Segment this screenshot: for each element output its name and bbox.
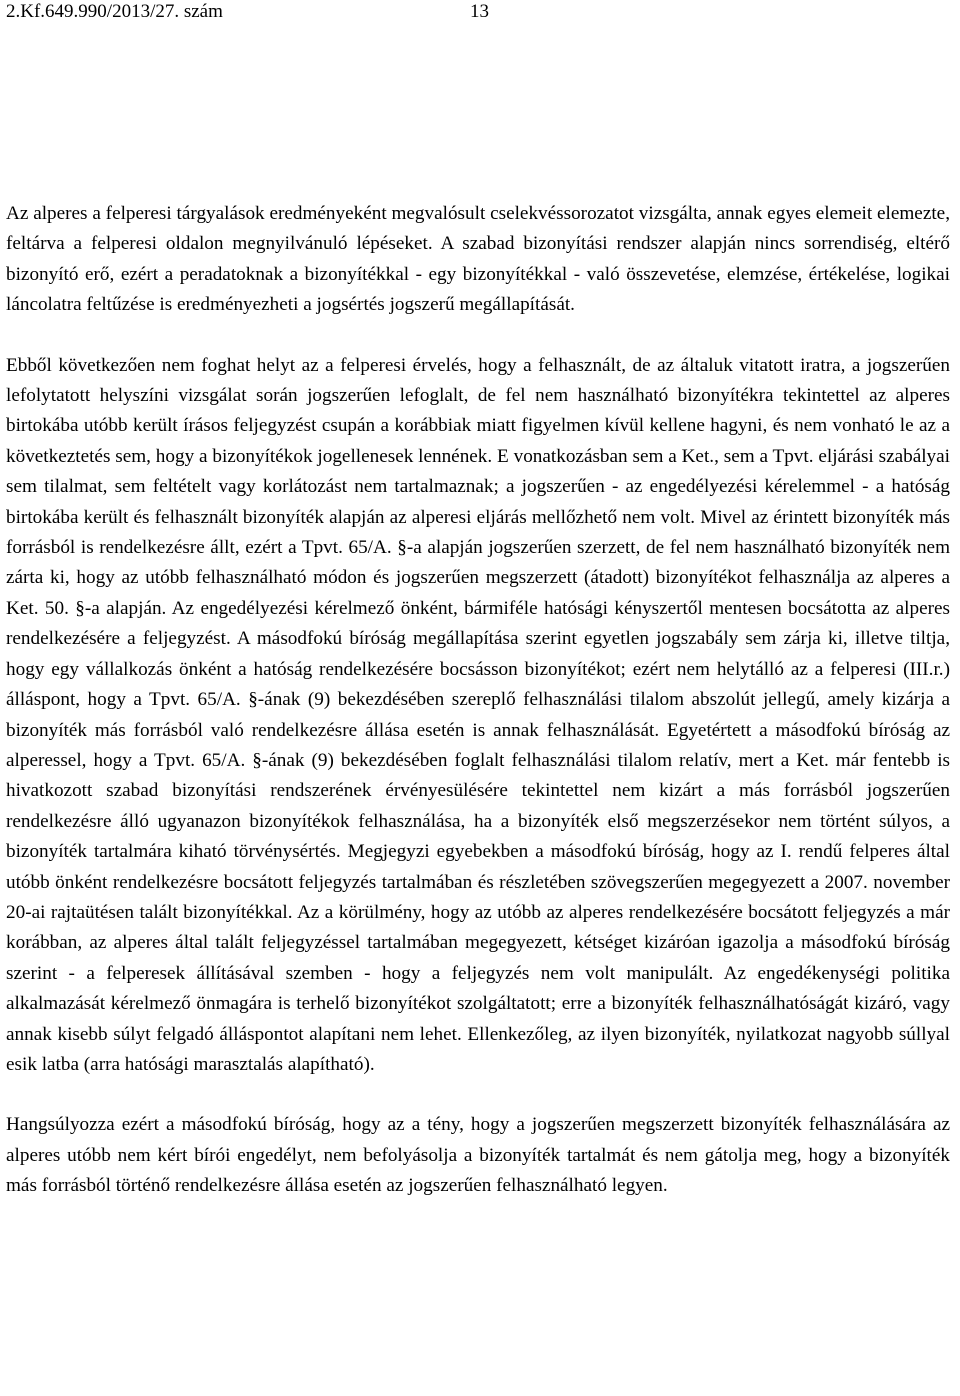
paragraph-3: Hangsúlyozza ezért a másodfokú bíróság, hogy az a tény, hogy a jogszerűen megszerzett bizonyíték felhasználására az alperes utóbb nem kért bírói engedélyt, nem befolyásolja a bizonyíték tartalmát és nem gátolja meg, hogy a bizonyíték más forrásból történő rendelkezésre állása esetén az jogszerűen felhasználható legyen. bbox=[6, 1114, 950, 1197]
paragraph-2: Ebből következően nem foghat helyt az a felperesi érvelés, hogy a felhasznált, de az általuk vitatott iratra, a jogszerűen lefolytatott helyszíni vizsgálat során jogszerűen lefoglalt, de fel nem használható bizonyítékra tekintettel az alperes birtokába utóbb került írásos feljegyzést csupán a korábbiak miatt figyelmen kívül kellene hagyni, és nem vonható le az a következtetés sem, hogy a bizonyítékok jogellenesek lennének. E vonatkozásban sem a Ket., sem a Tpvt. eljárási szabályai sem tilalmat, sem feltételt vagy korlátozást nem tartalmaznak; a jogszerűen - az engedélyezési kérelemmel - a hatóság birtokába került és felhasznált bizonyíték alapján az alperesi eljárás mellőzhető nem volt. Mivel az érintett bizonyíték más forrásból is rendelkezésre állt, ezért a Tpvt. 65/A. §-a alapján jogszerűen szerzett, de fel nem használható bizonyíték nem zárta ki, hogy az utóbb felhasználható módon és jogszerűen megszerzett (átadott) bizonyítékot felhasználja az alperes a Ket. 50. §-a alapján. Az engedélyezési kérelmező önként, bármiféle hatósági kényszertől mentesen bocsátotta az alperes rendelkezésére a feljegyzést. A másodfokú bíróság megállapítása szerint egyetlen jogszabály sem zárja ki, illetve tiltja, hogy egy vállalkozás önként a hatóság rendelkezésére bocsásson bizonyítékot; ezért nem helytálló az a felperesi (III.r.) álláspont, hogy a Tpvt. 65/A. §-ának (9) bekezdésében szereplő felhasználási tilalom abszolút jellegű, amely kizárja a bizonyíték más forrásból való rendelkezésre állása esetén is annak felhasználását. Egyetértett a másodfokú bíróság az alperessel, hogy a Tpvt. 65/A. §-ának (9) bekezdésében foglalt felhasználási tilalom relatív, mert a Ket. már fentebb is hivatkozott szabad bizonyítási rendszerének érvényesülésére tekintettel nem kizárt a más forrásból jogszerűen rendelkezésre álló ugyanazon bizonyítékok felhasználása, ha a bizonyíték első megszerzésekor nem történt súlyos, a bizonyíték tartalmára kiható törvénysértés. Megjegyzi egyebekben a másodfokú bíróság, hogy az I. rendű felperes által utóbb önként rendelkezésre bocsátott feljegyzés tartalmában és részletében szövegszerűen megegyezett a 2007. november 20-ai rajtaütésen talált bizonyítékkal. Az a körülmény, hogy az utóbb az alperes rendelkezésére bocsátott feljegyzés a már korábban, az alperes által talált feljegyzéssel tartalmában megegyezett, kétséget kizáróan igazolja a másodfokú bíróság szerint - a felperesek állításával szemben - hogy a feljegyzés nem volt manipulált. Az engedékenységi politika alkalmazását kérelmező önmagára is terhelő bizonyítékot szolgáltatott; erre a bizonyíték felhasználhatóságát kizáró, vagy annak kisebb súlyt felgadó álláspontot alapítani nem lehet. Ellenkezőleg, az ilyen bizonyíték, nyilatkozat nagyobb súllyal esik latba (arra hatósági marasztalás alapítható). bbox=[6, 354, 950, 1075]
document-body bbox=[6, 199, 950, 1202]
page-number: 13 bbox=[470, 1, 489, 22]
paragraph-1: Az alperes a felperesi tárgyalások eredményeként megvalósult cselekvéssorozatot vizsgálta, annak egyes elemeit elemezte, feltárva a felperesi oldalon megnyilvánuló lépéseket. A szabad bizonyítási rendszer alapján nincs sorrendiség, eltérő bizonyító erő, ezért a peradatoknak a bizonyítékkal - egy bizonyítékkal - való összevetése, elemzése, értékelése, logikai láncolatra feltűzése is eredményezheti a jogsértés jogszerű megállapítását. bbox=[6, 203, 950, 316]
page-header bbox=[6, 0, 950, 30]
case-reference-number: 2.Kf.649.990/2013/27. szám bbox=[6, 1, 223, 22]
